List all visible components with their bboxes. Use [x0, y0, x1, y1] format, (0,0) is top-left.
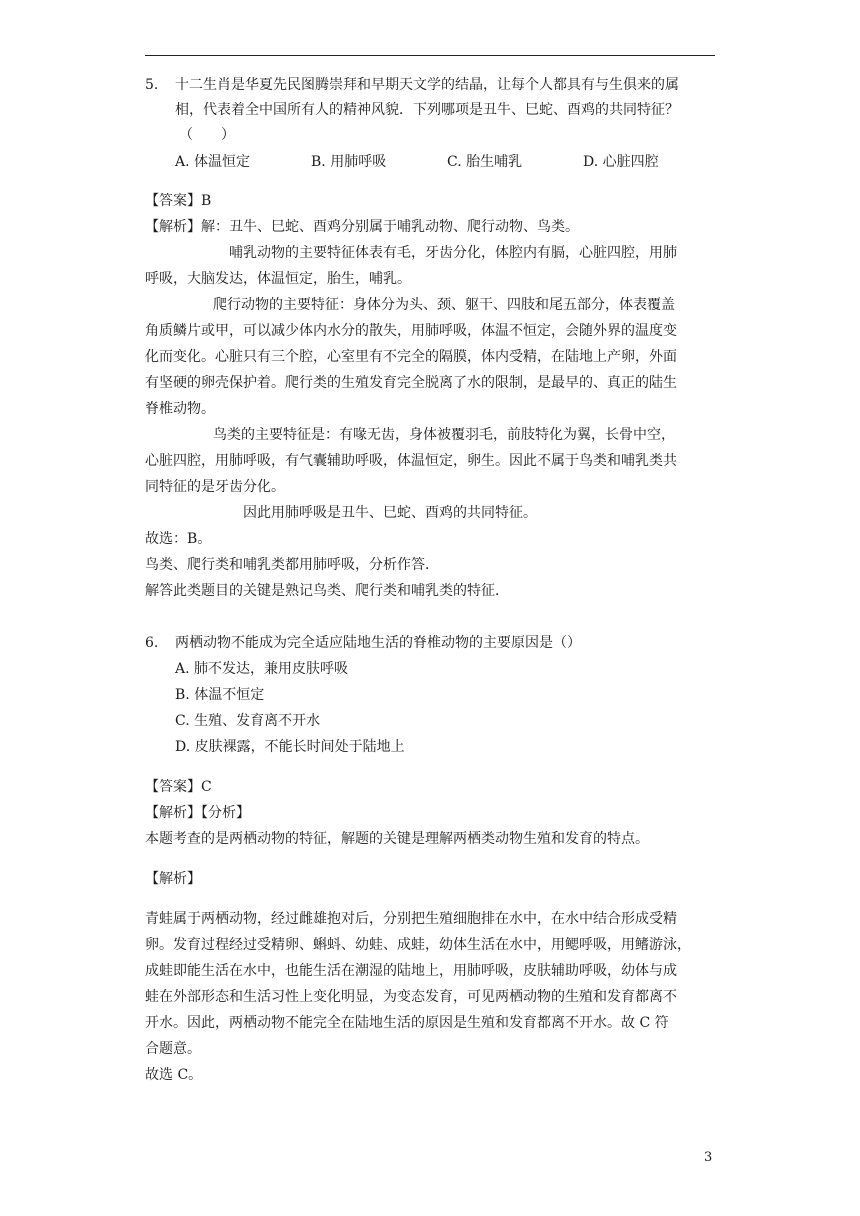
q5-option-d: D. 心脏四腔 — [583, 154, 659, 170]
q5-option-c: C. 胎生哺乳 — [447, 154, 523, 170]
q5-note2: 解答此类题目的关键是熟记鸟类、爬行类和哺乳类的特征． — [145, 583, 509, 599]
q5-bird-line2: 心脏四腔，用肺呼吸，有气囊辅助呼吸，体温恒定，卵生。因此不属于鸟类和哺乳类共 — [145, 453, 677, 469]
q5-reptile-line1: 爬行动物的主要特征：身体分为头、颈、躯干、四肢和尾五部分，体表覆盖 — [213, 297, 675, 313]
q6-option-d: D. 皮肤裸露，不能长时间处于陆地上 — [175, 739, 405, 755]
q6-analysis-text: 本题考查的是两栖动物的特征，解题的关键是理解两栖类动物生殖和发育的特点。 — [145, 831, 649, 847]
q5-mammal-line2: 呼吸，大脑发达，体温恒定，胎生，哺乳。 — [145, 271, 411, 287]
q6-detail-line6: 合题意。 — [145, 1041, 201, 1057]
q5-blank: （ ） — [179, 127, 235, 143]
q6-option-c: C. 生殖、发育离不开水 — [175, 713, 321, 729]
header-rule — [145, 55, 715, 56]
q6-detail-line4: 蛙在外部形态和生活习性上变化明显，为变态发育，可见两栖动物的生殖和发育都离不 — [145, 989, 677, 1005]
q5-mammal-line1: 哺乳动物的主要特征体表有毛，牙齿分化，体腔内有膈，心脏四腔，用肺 — [229, 245, 677, 261]
q5-analysis-intro: 【解析】解：丑牛、巳蛇、酉鸡分别属于哺乳动物、爬行动物、鸟类。 — [145, 219, 579, 235]
q6-answer: 【答案】C — [145, 779, 212, 795]
q5-conclusion: 因此用肺呼吸是丑牛、巳蛇、酉鸡的共同特征。 — [243, 505, 537, 521]
q5-reptile-line5: 脊椎动物。 — [145, 401, 215, 417]
q5-answer: 【答案】B — [145, 193, 212, 209]
q6-detail-line1: 青蛙属于两栖动物，经过雌雄抱对后，分别把生殖细胞排在水中，在水中结合形成受精 — [145, 911, 677, 927]
q6-detail-line5: 开水。因此，两栖动物不能完全在陆地生活的原因是生殖和发育都离不开水。故 C 符 — [145, 1015, 669, 1031]
q5-option-a: A. 体温恒定 — [175, 154, 251, 170]
q6-detail-line2: 卵。发育过程经过受精卵、蝌蚪、幼蛙、成蛙，幼体生活在水中，用鳃呼吸，用鳍游泳， — [145, 937, 691, 953]
q6-detail-line3: 成蛙即能生活在水中，也能生活在潮湿的陆地上，用肺呼吸，皮肤辅助呼吸，幼体与成 — [145, 963, 677, 979]
q5-bird-line3: 同特征的是牙齿分化。 — [145, 479, 285, 495]
q5-reptile-line4: 有坚硬的卵壳保护着。爬行类的生殖发育完全脱离了水的限制，是最早的、真正的陆生 — [145, 375, 677, 391]
q5-reptile-line2: 角质鳞片或甲，可以减少体内水分的散失，用肺呼吸，体温不恒定，会随外界的温度变 — [145, 323, 677, 339]
q6-option-a: A. 肺不发达，兼用皮肤呼吸 — [175, 661, 349, 677]
q5-stem-line1: 5. 十二生肖是华夏先民图腾崇拜和早期天文学的结晶，让每个人都具有与生俱来的属 — [145, 77, 679, 93]
page-number: 3 — [704, 1150, 713, 1165]
q5-number: 5. — [145, 77, 159, 93]
q5-reptile-line3: 化而变化。心脏只有三个腔，心室里有不完全的隔膜，体内受精，在陆地上产卵，外面 — [145, 349, 677, 365]
q6-detail-head: 【解析】 — [145, 871, 201, 887]
q5-option-b: B. 用肺呼吸 — [311, 154, 387, 170]
q5-stem-line2: 相，代表着全中国所有人的精神风貌．下列哪项是丑牛、巳蛇、酉鸡的共同特征？ — [175, 102, 679, 118]
q5-bird-line1: 鸟类的主要特征是：有喙无齿，身体被覆羽毛，前肢特化为翼，长骨中空， — [213, 427, 675, 443]
q6-stem: 6. 两栖动物不能成为完全适应陆地生活的脊椎动物的主要原因是（） — [145, 635, 581, 651]
q6-option-b: B. 体温不恒定 — [175, 687, 265, 703]
q6-analysis-head: 【解析】【分析】 — [145, 805, 250, 821]
q6-choice: 故选 C。 — [145, 1067, 203, 1083]
q6-number: 6. — [145, 635, 159, 651]
q5-note1: 鸟类、爬行类和哺乳类都用肺呼吸，分析作答． — [145, 557, 439, 573]
q5-choice: 故选：B。 — [145, 531, 212, 547]
